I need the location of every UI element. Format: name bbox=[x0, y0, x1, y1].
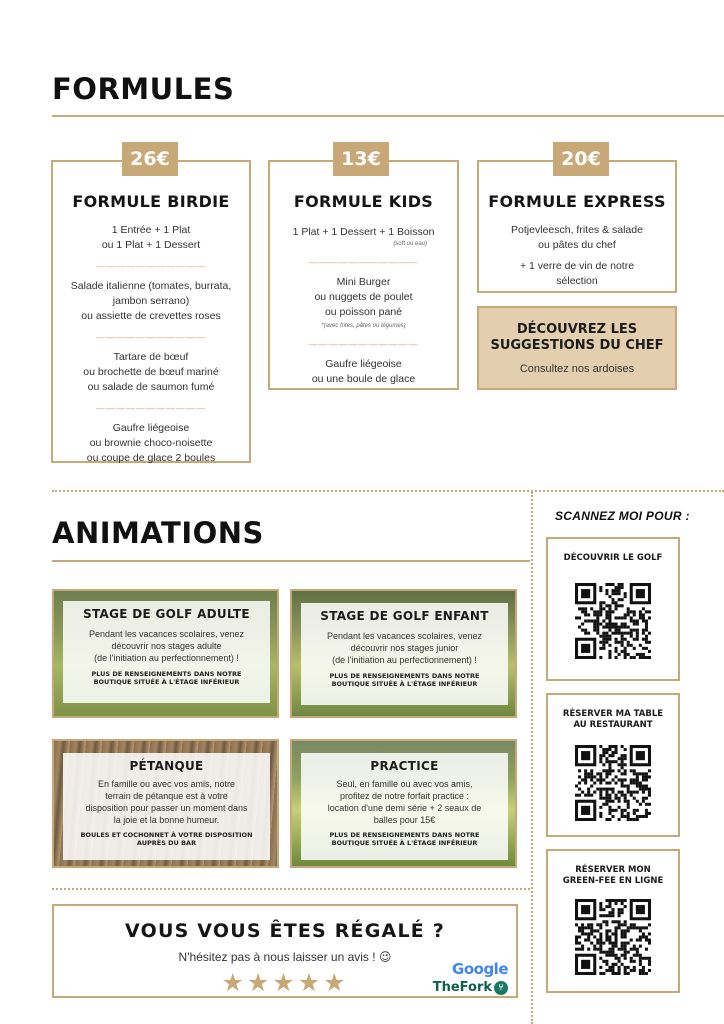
animation-overlay bbox=[301, 753, 508, 860]
birdie-plat-line: ou brochette de bœuf mariné bbox=[83, 366, 219, 378]
animation-text: profitez de notre forfait practice : bbox=[339, 791, 470, 801]
kids-dessert-line: ou une boule de glace bbox=[311, 373, 416, 385]
formules-rule bbox=[52, 115, 724, 117]
animation-text: location d'une demi série + 2 seaux de bbox=[327, 803, 482, 813]
five-stars-icon: ★★★★★ bbox=[221, 969, 349, 997]
animation-note: PLUS DE RENSEIGNEMENTS DANS NOTRE bbox=[329, 831, 480, 839]
scan-title: SCANNEZ MOI POUR : bbox=[555, 509, 690, 523]
animation-text: découvrir nos stages junior bbox=[350, 643, 459, 653]
animation-overlay bbox=[63, 753, 270, 860]
separator: ——————————— bbox=[308, 339, 419, 349]
kids-plat-line: ou nuggets de poulet bbox=[314, 291, 413, 303]
animation-note: PLUS DE RENSEIGNEMENTS DANS NOTRE bbox=[329, 672, 480, 680]
qr-label-line: DÉCOUVRIR LE GOLF bbox=[563, 553, 663, 563]
separator: ——————————— bbox=[96, 403, 206, 413]
animation-title: PRACTICE bbox=[370, 759, 439, 773]
formule-kids-title: FORMULE KIDS bbox=[293, 192, 434, 211]
animation-text: la joie et la bonne humeur. bbox=[113, 815, 220, 825]
animation-overlay bbox=[63, 601, 270, 703]
animation-text: Seul, en famille ou avec vos amis, bbox=[336, 779, 473, 789]
qr-code-icon[interactable] bbox=[575, 745, 651, 821]
birdie-plat-line: Tartare de bœuf bbox=[113, 351, 189, 363]
formules-heading: FORMULES bbox=[52, 72, 235, 106]
suggestions-box bbox=[477, 306, 677, 390]
qr-label-line: RÉSERVER MON bbox=[575, 865, 651, 875]
qr-label-line: GREEN-FEE EN LIGNE bbox=[562, 876, 664, 886]
animation-card-petanque bbox=[52, 739, 279, 868]
birdie-line: 1 Entrée + 1 Plat bbox=[111, 224, 191, 236]
fork-icon: ⑂ bbox=[494, 981, 508, 995]
suggestions-title: SUGGESTIONS DU CHEF bbox=[490, 338, 664, 353]
birdie-entree-line: jambon serrano) bbox=[112, 295, 190, 307]
qr-card-green-fee[interactable] bbox=[546, 849, 680, 993]
animation-text: (de l'initiation au perfectionnement) ! bbox=[332, 655, 477, 665]
qr-code-icon[interactable] bbox=[575, 583, 651, 659]
price-badge-express: 20€ bbox=[553, 142, 609, 176]
animation-note: BOUTIQUE SITUÉE À L'ÉTAGE INFÉRIEUR bbox=[93, 678, 240, 686]
qr-card-restaurant[interactable] bbox=[546, 693, 680, 837]
google-logo-text: Google bbox=[452, 960, 508, 978]
express-line: ou pâtes du chef bbox=[538, 239, 616, 251]
birdie-dessert-line: ou coupe de glace 2 boules bbox=[86, 452, 216, 464]
express-wine-line: + 1 verre de vin de notre bbox=[519, 260, 635, 272]
animations-heading: ANIMATIONS bbox=[52, 516, 264, 550]
google-logo[interactable] bbox=[452, 960, 508, 978]
express-line: Potjevleesch, frites & salade bbox=[511, 224, 643, 236]
birdie-entree-line: Salade italienne (tomates, burrata, bbox=[70, 280, 232, 292]
animation-text: découvrir nos stages adulte bbox=[111, 641, 222, 651]
qr-label bbox=[548, 553, 678, 564]
formule-express-card bbox=[477, 160, 677, 293]
animation-note: BOULES ET COCHONNET À VOTRE DISPOSITION bbox=[80, 831, 253, 839]
price-badge-birdie: 26€ bbox=[122, 142, 178, 176]
qr-label bbox=[548, 709, 678, 731]
thefork-logo-text: TheFork bbox=[432, 980, 492, 995]
animations-rule bbox=[52, 560, 530, 562]
animation-card-practice bbox=[290, 739, 517, 868]
price-badge-kids: 13€ bbox=[333, 142, 389, 176]
formule-kids-card bbox=[268, 160, 459, 390]
kids-side-note: *(avec frites, pâtes ou légumes) bbox=[321, 323, 406, 329]
animation-card-golf-enfant bbox=[290, 589, 517, 718]
kids-plat-line: ou poisson pané bbox=[324, 306, 403, 318]
thefork-logo[interactable] bbox=[433, 980, 508, 995]
column-divider bbox=[531, 492, 533, 1024]
qr-label bbox=[548, 865, 678, 887]
animation-card-golf-adulte bbox=[52, 589, 279, 718]
animation-text: Pendant les vacances scolaires, venez bbox=[326, 631, 483, 641]
review-box bbox=[52, 904, 518, 998]
birdie-entree-line: ou assiette de crevettes roses bbox=[81, 310, 221, 322]
animation-text: (de l'initiation au perfectionnement) ! bbox=[94, 653, 239, 663]
separator: ——————————— bbox=[308, 257, 419, 267]
animation-overlay bbox=[301, 603, 508, 705]
birdie-dessert-line: Gaufre liégeoise bbox=[112, 422, 190, 434]
express-wine-line: sélection bbox=[556, 275, 598, 287]
kids-plat-line: Mini Burger bbox=[336, 276, 391, 288]
formule-birdie-card bbox=[51, 160, 251, 463]
animation-note: BOUTIQUE SITUÉE À L'ÉTAGE INFÉRIEUR bbox=[331, 680, 478, 688]
animation-text: En famille ou avec vos amis, notre bbox=[97, 779, 236, 789]
animation-note: PLUS DE RENSEIGNEMENTS DANS NOTRE bbox=[91, 670, 242, 678]
animation-text: balles pour 15€ bbox=[373, 815, 436, 825]
qr-label-line: RÉSERVER MA TABLE bbox=[562, 709, 664, 719]
suggestions-subtitle: Consultez nos ardoises bbox=[519, 363, 635, 375]
section-divider bbox=[52, 490, 724, 492]
qr-card-golf[interactable] bbox=[546, 537, 680, 681]
qr-code-icon[interactable] bbox=[575, 899, 651, 975]
separator: ——————————— bbox=[96, 261, 206, 271]
review-title: VOUS VOUS ÊTES RÉGALÉ ? bbox=[125, 920, 445, 942]
qr-label-line: AU RESTAURANT bbox=[573, 720, 653, 730]
animation-title: STAGE DE GOLF ENFANT bbox=[320, 609, 489, 623]
animation-note: AUPRÈS DU BAR bbox=[136, 839, 197, 847]
animation-text: terrain de pétanque est à votre bbox=[105, 791, 228, 801]
kids-drink-note: (soft ou eau) bbox=[393, 241, 427, 247]
review-subtitle: N'hésitez pas à nous laisser un avis ! 😉 bbox=[178, 950, 392, 964]
animation-text: Pendant les vacances scolaires, venez bbox=[88, 629, 245, 639]
birdie-plat-line: ou salade de saumon fumé bbox=[87, 381, 215, 393]
animation-title: PÉTANQUE bbox=[129, 759, 204, 773]
section-divider bbox=[52, 888, 530, 890]
separator: ——————————— bbox=[96, 332, 206, 342]
birdie-line: ou 1 Plat + 1 Dessert bbox=[101, 239, 201, 251]
birdie-dessert-line: ou brownie choco-noisette bbox=[89, 437, 213, 449]
formule-express-title: FORMULE EXPRESS bbox=[488, 192, 666, 211]
animation-title: STAGE DE GOLF ADULTE bbox=[83, 607, 250, 621]
suggestions-title: DÉCOUVREZ LES bbox=[516, 322, 638, 337]
animation-note: BOUTIQUE SITUÉE À L'ÉTAGE INFÉRIEUR bbox=[331, 839, 478, 847]
animation-text: disposition pour passer un moment dans bbox=[85, 803, 248, 813]
kids-dessert-line: Gaufre liégeoise bbox=[325, 358, 402, 370]
formule-birdie-title: FORMULE BIRDIE bbox=[72, 192, 230, 211]
kids-line: 1 Plat + 1 Dessert + 1 Boisson bbox=[292, 226, 435, 238]
